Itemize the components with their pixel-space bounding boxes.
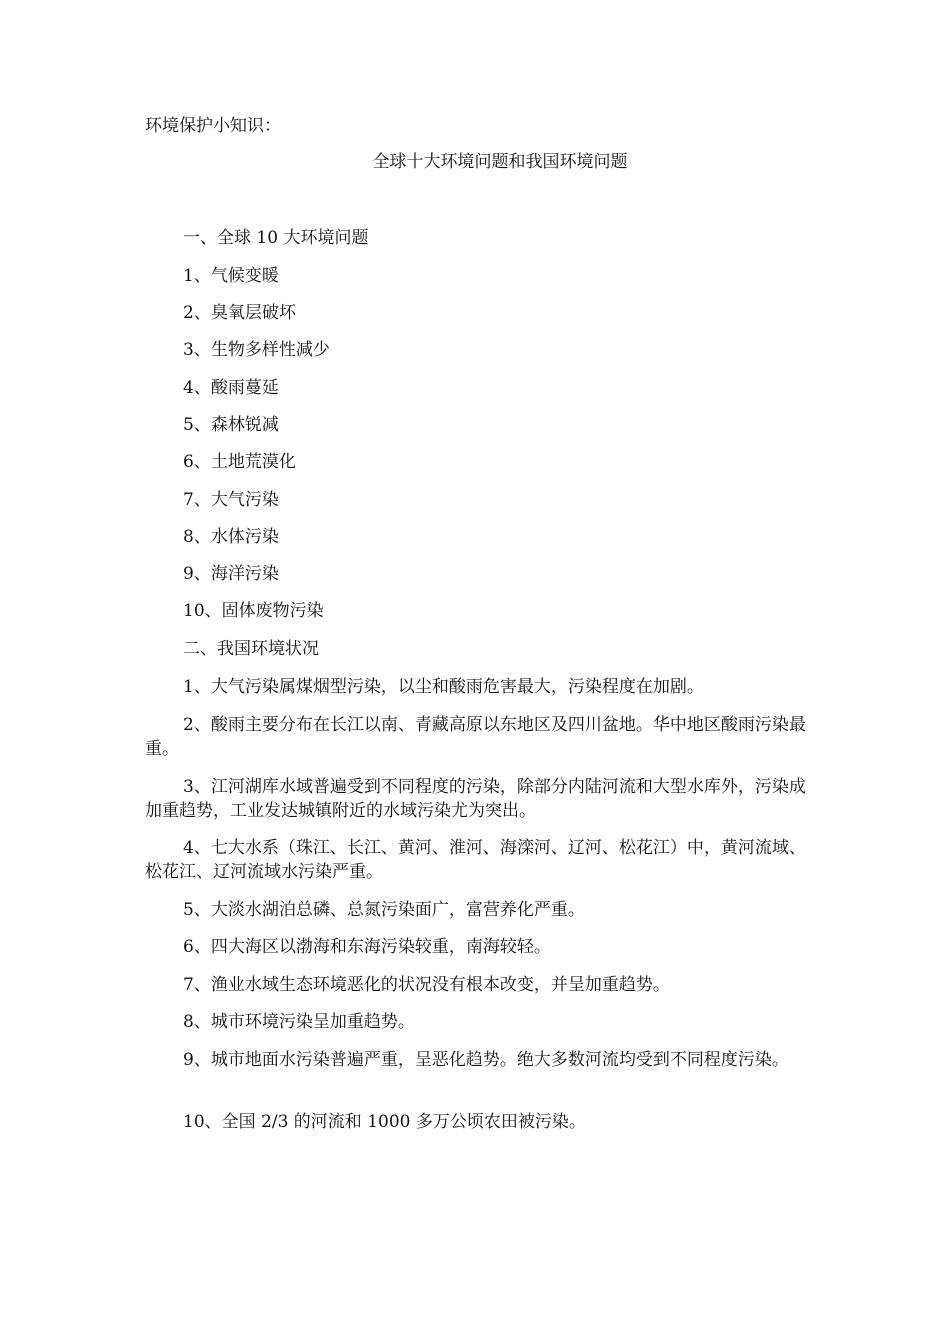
list-item: 2、臭氧层破坏 (183, 303, 296, 323)
paragraph: 1、大气污染属煤烟型污染，以尘和酸雨危害最大，污染程度在加剧。 (183, 677, 704, 697)
list-item: 7、大气污染 (183, 490, 279, 510)
list-item: 4、酸雨蔓延 (183, 378, 279, 398)
list-item: 10、固体废物污染 (183, 601, 324, 621)
paragraph: 8、城市环境污染呈加重趋势。 (183, 1012, 415, 1032)
list-item: 1、气候变暖 (183, 266, 279, 286)
paragraph: 4、七大水系（珠江、长江、黄河、淮河、海滦河、辽河、松花江）中，黄河流域、松花江、辽河流域水污染严重。 (145, 838, 806, 882)
list-item: 5、森林锐减 (183, 415, 279, 435)
document-title: 全球十大环境问题和我国环境问题 (372, 152, 628, 172)
list-item: 9、海洋污染 (183, 564, 279, 584)
section-heading-china: 二、我国环境状况 (183, 639, 319, 659)
paragraph: 9、城市地面水污染普遍严重，呈恶化趋势。绝大多数河流均受到不同程度污染。 (183, 1050, 789, 1070)
paragraph: 5、大淡水湖泊总磷、总氮污染面广，富营养化严重。 (183, 900, 585, 920)
document-kicker: 环境保护小知识： (145, 116, 281, 136)
list-item: 6、土地荒漠化 (183, 452, 296, 472)
paragraph: 2、酸雨主要分布在长江以南、青藏高原以东地区及四川盆地。华中地区酸雨污染最重。 (145, 715, 806, 759)
section-heading-global: 一、全球 10 大环境问题 (183, 228, 369, 248)
paragraph: 6、四大海区以渤海和东海污染较重，南海较轻。 (183, 937, 551, 957)
paragraph: 7、渔业水域生态环境恶化的状况没有根本改变，并呈加重趋势。 (183, 975, 670, 995)
list-item: 3、生物多样性减少 (183, 340, 330, 360)
paragraph: 3、江河湖库水域普遍受到不同程度的污染，除部分内陆河流和大型水库外，污染成加重趋势，工业发达城镇附近的水域污染尤为突出。 (145, 777, 806, 821)
list-item: 8、水体污染 (183, 527, 279, 547)
paragraph: 10、全国 2/3 的河流和 1000 多万公顷农田被污染。 (183, 1112, 586, 1132)
